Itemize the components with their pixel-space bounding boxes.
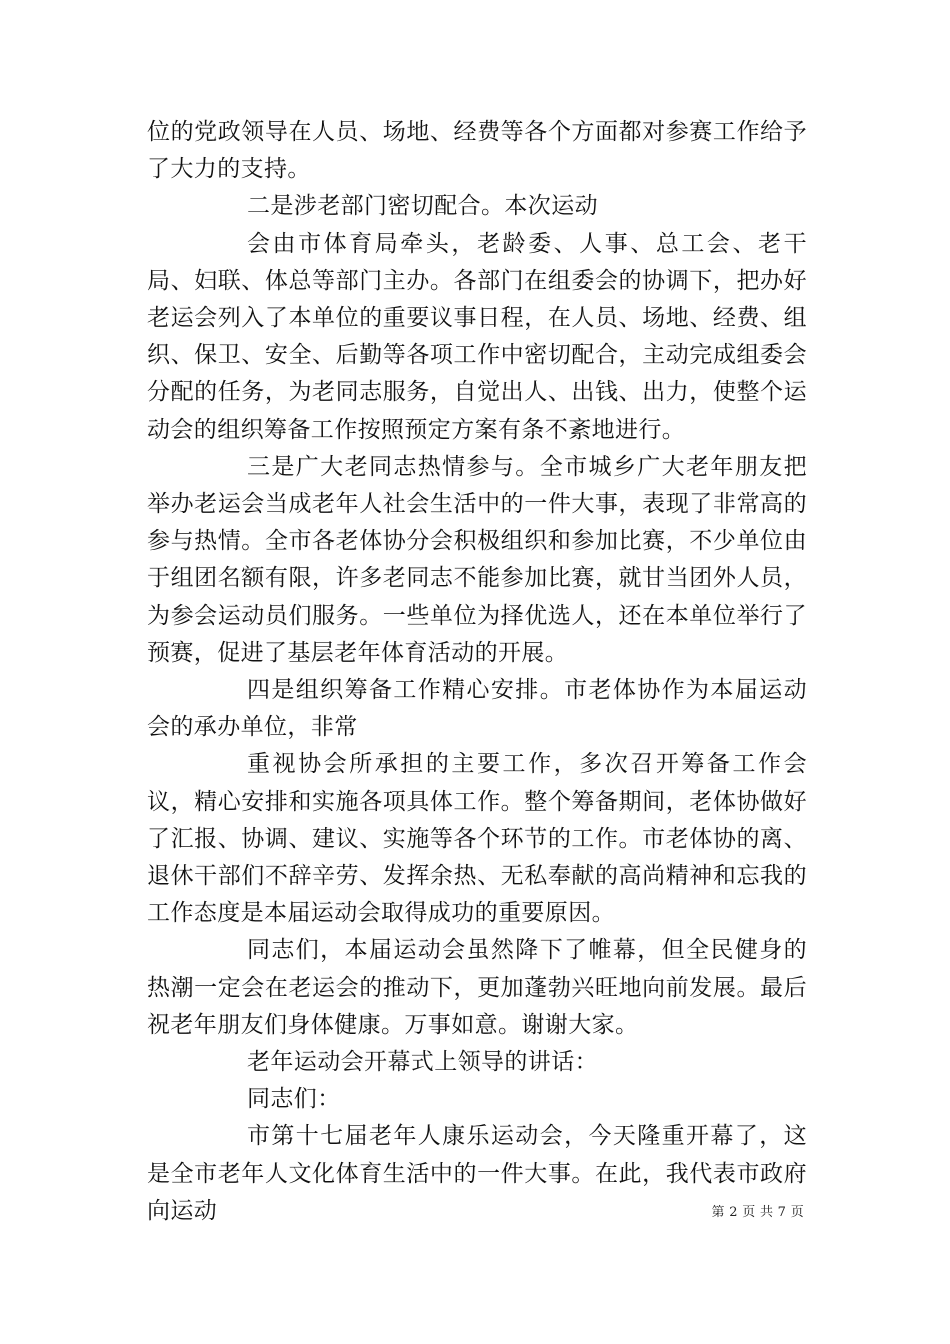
paragraph-point-four-body: 重视协会所承担的主要工作，多次召开筹备工作会议，精心安排和实施各项具体工作。整个筹备期间，老体协做好了汇报、协调、建议、实施等各个环节的工作。市老体协的离、退休干部们不辞辛劳、发挥余热、无私奉献的高尚精神和忘我的工作态度是本届运动会取得成功的重要原因。 [147,751,807,927]
paragraph-point-two-body: 会由市体育局牵头，老龄委、人事、总工会、老干局、妇联、体总等部门主办。各部门在组委会的协调下，把办好老运会列入了本单位的重要议事日程，在人员、场地、经费、组织、保卫、安全、后勤等各项工作中密切配合，主动完成组委会分配的任务，为老同志服务，自觉出人、出钱、出力，使整个运动会的组织筹备工作按照预定方案有条不紊地进行。 [147,230,807,443]
paragraph-closing: 同志们，本届运动会虽然降下了帷幕，但全民健身的热潮一定会在老运会的推动下，更加蓬勃兴旺地向前发展。最后祝老年朋友们身体健康。万事如意。谢谢大家。 [147,937,807,1038]
paragraph-salutation: 同志们： [247,1086,341,1113]
document-body [147,114,807,1230]
paragraph-speech-opening: 市第十七届老年人康乐运动会，今天隆重开幕了，这是全市老年人文化体育生活中的一件大事。在此，我代表市政府向运动 [147,1123,807,1224]
paragraph-point-four-heading: 四是组织筹备工作精心安排。市老体协作为本届运动会的承办单位，非常 [147,677,807,741]
page-number: 第 2 页 共 7 页 [711,1205,804,1220]
paragraph-continuation: 位的党政领导在人员、场地、经费等各个方面都对参赛工作给予了大力的支持。 [147,119,807,183]
paragraph-speech-title: 老年运动会开幕式上领导的讲话： [247,1049,598,1076]
paragraph-point-three: 三是广大老同志热情参与。全市城乡广大老年朋友把举办老运会当成老年人社会生活中的一件大事，表现了非常高的参与热情。全市各老体协分会积极组织和参加比赛，不少单位由于组团名额有限，许多老同志不能参加比赛，就甘当团外人员，为参会运动员们服务。一些单位为择优选人，还在本单位举行了预赛，促进了基层老年体育活动的开展。 [147,453,807,666]
paragraph-point-two-heading: 二是涉老部门密切配合。本次运动 [247,193,598,220]
